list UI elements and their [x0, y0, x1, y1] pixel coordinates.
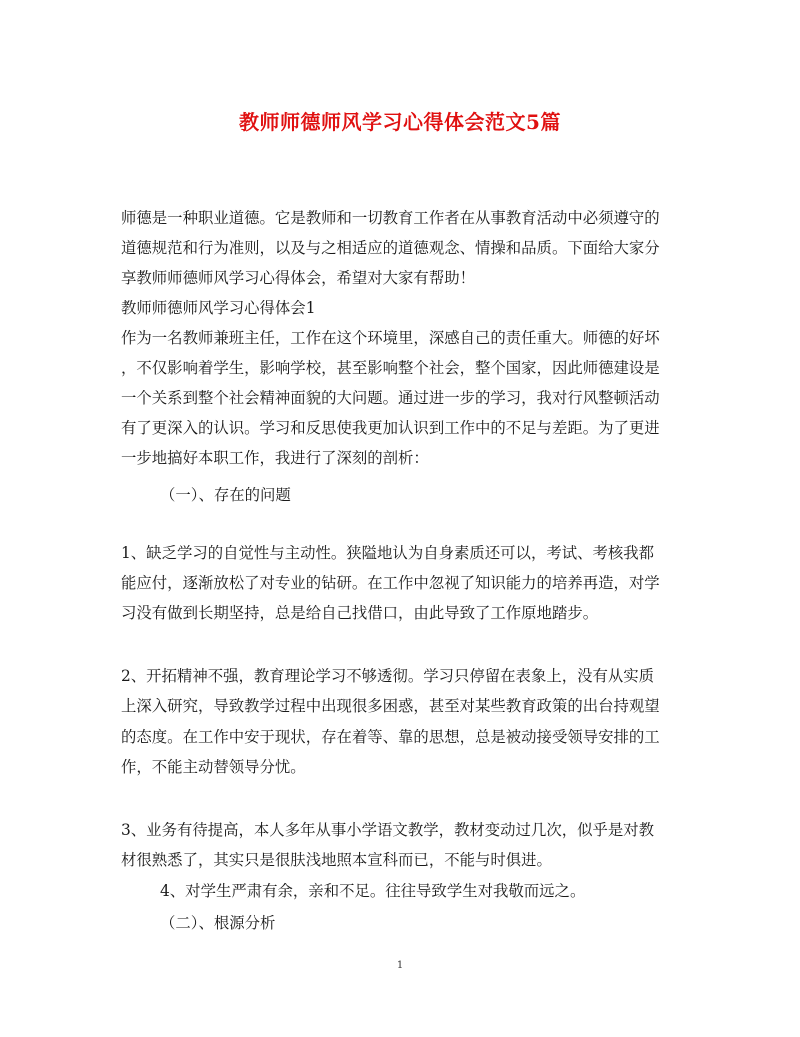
document-title: 教师师德师风学习心得体会范文5篇 — [239, 110, 561, 134]
text-line: 1、缺乏学习的自觉性与主动性。狭隘地认为自身素质还可以，考试、考核我都 — [121, 544, 655, 562]
text-line: 作为一名教师兼班主任，工作在这个环境里，深感自己的责任重大。师德的好坏 — [121, 329, 660, 347]
subheading-problems: （一）、存在的问题 — [160, 486, 291, 504]
text-line: 的态度。在工作中安于现状，存在着等、靠的思想，总是被动接受领导安排的工 — [121, 728, 660, 746]
text-line: 上深入研究，导致教学过程中出现很多困惑，甚至对某些教育政策的出台持观望 — [121, 697, 660, 715]
subheading-root-cause: （二）、根源分析 — [160, 914, 276, 932]
text-line: ，不仅影响着学生，影响学校，甚至影响整个社会，整个国家，因此师德建设是 — [121, 359, 660, 377]
text-line: 材很熟悉了，其实只是很肤浅地照本宣科而已，不能与时俱进。 — [121, 851, 552, 869]
text-line: 师德是一种职业道德。它是教师和一切教育工作者在从事教育活动中必须遵守的 — [121, 209, 660, 227]
text-line: 3、业务有待提高，本人多年从事小学语文教学，教材变动过几次，似乎是对教 — [121, 821, 655, 839]
list-item-4: 4、对学生严肃有余，亲和不足。往往导致学生对我敬而远之。 — [160, 882, 586, 900]
text-line: 有了更深入的认识。学习和反思使我更加认识到工作中的不足与差距。为了更进 — [121, 419, 660, 437]
text-line: 习没有做到长期坚持，总是给自己找借口，由此导致了工作原地踏步。 — [121, 604, 599, 622]
text-line: 享教师师德师风学习心得体会，希望对大家有帮助！ — [121, 269, 475, 287]
text-line: 2、开拓精神不强，教育理论学习不够透彻。学习只停留在表象上，没有从实质 — [121, 667, 655, 685]
text-line: 一个关系到整个社会精神面貌的大问题。通过进一步的学习，我对行风整顿活动 — [121, 389, 660, 407]
text-line: 一步地搞好本职工作，我进行了深刻的剖析： — [121, 449, 429, 467]
page-number: 1 — [396, 960, 404, 971]
text-line: 能应付，逐渐放松了对专业的钻研。在工作中忽视了知识能力的培养再造，对学 — [121, 574, 660, 592]
text-line: 道德规范和行为准则，以及与之相适应的道德观念、情操和品质。下面给大家分 — [121, 239, 660, 257]
text-line: 作，不能主动替领导分忧。 — [121, 758, 306, 776]
section-heading: 教师师德师风学习心得体会1 — [121, 299, 316, 317]
